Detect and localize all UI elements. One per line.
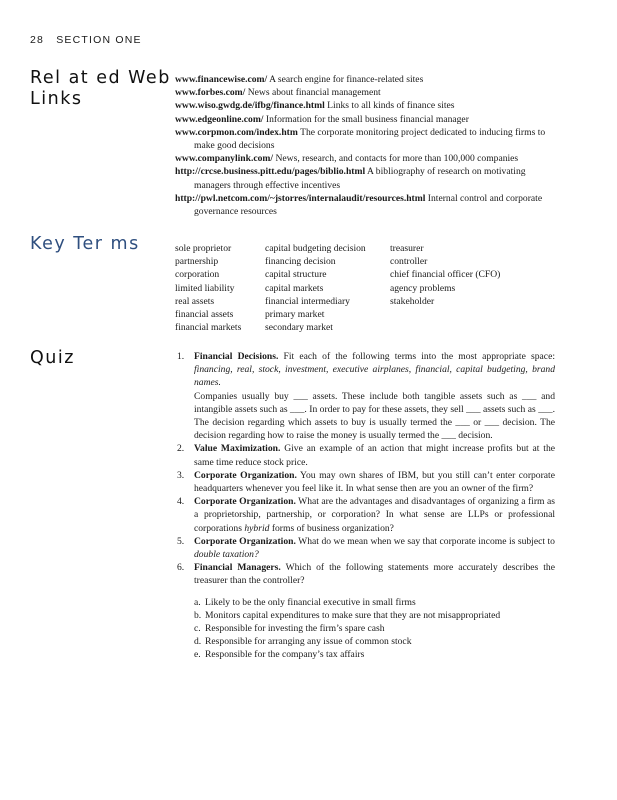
term: financial assets: [175, 309, 234, 321]
question-text: Give an example of an action that might increase profits but at the same time reduce stock price.: [194, 443, 556, 468]
page-number: 28: [30, 34, 45, 46]
term: limited liability: [175, 282, 235, 294]
section-label: SECTION ONE: [56, 34, 142, 46]
question-text: What do we mean when we say that corporate income is subject to: [295, 535, 555, 547]
term: stakeholder: [390, 295, 435, 307]
terms-column-1: [175, 242, 241, 334]
question-text: You may own shares of IBM, but you still can’t enter corporate headquarters whenever you feel like it. In what sense then are you an owner of the firm?: [194, 469, 555, 495]
question-text: Which of the following statements more accurately describes the treasurer than the controller?: [194, 562, 555, 587]
answer-option: [194, 609, 555, 622]
question-number: 4.: [177, 496, 185, 508]
running-head: [30, 34, 142, 46]
quiz-list: [175, 350, 555, 662]
link-description: News about financial management: [245, 87, 381, 99]
quiz-question-2: [175, 442, 555, 468]
question-paragraph: Companies usually buy ___ assets. These include both tangible assets such as ___ and intangible assets such as ___. In order to pay for these assets, they sell ___ assets such as ___. The decision regarding which assets to buy is usually termed the ___ or ___ decision. The decision regarding how to raise the money is usually termed the ___ decision.: [194, 390, 555, 442]
link-url[interactable]: www.financewise.com/: [175, 74, 268, 85]
link-item: [175, 126, 555, 152]
question-emphasis: hybrid: [244, 522, 270, 534]
question-title: Corporate Organization.: [194, 469, 297, 481]
question-text: Fit each of the following terms into the most appropriate space:: [278, 351, 555, 362]
question-title: Corporate Organization.: [194, 535, 296, 547]
answer-option: [194, 648, 555, 661]
link-description: A bibliography of research on motivating managers through effective incentives: [194, 166, 526, 191]
term: treasurer: [390, 243, 424, 254]
key-terms-heading: Key Ter ms: [30, 234, 140, 254]
answer-options: [194, 596, 555, 662]
term: secondary market: [265, 322, 333, 334]
link-item: [175, 73, 555, 86]
quiz-question-5: [175, 535, 555, 561]
link-description: Internal control and corporate governance resources: [194, 192, 543, 218]
term: primary market: [265, 309, 325, 321]
link-url[interactable]: www.wiso.gwdg.de/ifbg/finance.html: [175, 100, 325, 112]
link-item: [175, 113, 555, 126]
question-text: What are the advantages and disadvantages of organizing a firm as a proprietorship, partnership, or corporation? In what sense are LLPs or professional corporations: [194, 496, 555, 534]
quiz-question-6: [175, 561, 555, 661]
term: chief financial officer (CFO): [390, 269, 501, 281]
link-description: The corporate monitoring project dedicated to inducing firms to make good decisions: [194, 126, 546, 152]
link-url[interactable]: http://crcse.business.pitt.edu/pages/biblio.html: [175, 166, 366, 178]
answer-option: [194, 622, 555, 635]
quiz-question-3: [175, 469, 555, 495]
terms-column-2: [265, 242, 366, 334]
term: real assets: [175, 295, 215, 307]
question-number: 1.: [177, 351, 185, 362]
term: financing decision: [265, 256, 336, 268]
question-title: Financial Decisions.: [194, 351, 279, 362]
term: partnership: [175, 256, 219, 268]
link-item: [175, 86, 555, 99]
link-item: [175, 152, 555, 165]
link-description: News, research, and contacts for more than 100,000 companies: [273, 153, 519, 165]
question-number: 3.: [177, 469, 185, 481]
quiz-block: [175, 350, 555, 662]
terms-column-3: [390, 242, 500, 308]
related-web-links-heading: [30, 68, 171, 110]
term: capital structure: [265, 269, 327, 281]
link-description: A search engine for finance-related sites: [267, 74, 424, 85]
link-url[interactable]: www.companylink.com/: [175, 153, 274, 165]
term: financial markets: [175, 322, 242, 334]
link-description: Information for the small business financial manager: [263, 113, 469, 125]
question-number: 5.: [177, 535, 185, 547]
related-links-block: [175, 73, 555, 218]
link-url[interactable]: www.corpmon.com/index.htm: [175, 126, 298, 138]
term: agency problems: [390, 282, 456, 294]
heading-line: Links: [30, 89, 83, 109]
quiz-question-1: [175, 350, 555, 442]
option-letter: e.: [194, 649, 201, 661]
option-letter: a.: [194, 596, 201, 608]
answer-option: [194, 596, 555, 609]
quiz-question-4: [175, 495, 555, 535]
link-item: [175, 165, 555, 191]
option-text: Monitors capital expenditures to make sure that they are not misappropriated: [205, 609, 501, 621]
link-item: [175, 99, 555, 112]
option-letter: b.: [194, 609, 202, 621]
term: corporation: [175, 269, 220, 281]
question-emphasis: double taxation?: [194, 549, 259, 561]
term: financial intermediary: [265, 295, 350, 307]
option-text: Responsible for arranging any issue of common stock: [205, 636, 412, 648]
quiz-heading: Quiz: [30, 348, 75, 368]
heading-line: Rel at ed Web: [30, 68, 171, 88]
question-title: Corporate Organization.: [194, 496, 296, 508]
link-url[interactable]: www.forbes.com/: [175, 87, 246, 99]
link-url[interactable]: www.edgeonline.com/: [175, 113, 264, 125]
option-text: Responsible for investing the firm’s spare cash: [205, 623, 385, 635]
link-url[interactable]: http://pwl.netcom.com/~jstorres/internalaudit/resources.html: [175, 192, 426, 204]
option-text: Responsible for the company’s tax affairs: [205, 649, 365, 661]
question-text: forms of business organization?: [269, 522, 394, 534]
option-letter: d.: [194, 636, 202, 648]
option-letter: c.: [194, 623, 201, 635]
answer-option: [194, 635, 555, 648]
option-text: Likely to be the only financial executive in small firms: [205, 596, 416, 608]
link-description: Links to all kinds of finance sites: [324, 100, 455, 112]
question-number: 2.: [177, 443, 185, 455]
term: controller: [390, 256, 428, 268]
term: capital budgeting decision: [265, 243, 366, 254]
related-links-list: [175, 73, 555, 218]
question-number: 6.: [177, 562, 185, 574]
question-options: financing, real, stock, investment, executive airplanes, financial, capital budgeting, brand names.: [194, 364, 555, 389]
question-title: Financial Managers.: [194, 562, 281, 574]
term: capital markets: [265, 282, 324, 294]
question-title: Value Maximization.: [194, 443, 281, 455]
link-item: [175, 192, 555, 218]
term: sole proprietor: [175, 243, 232, 254]
